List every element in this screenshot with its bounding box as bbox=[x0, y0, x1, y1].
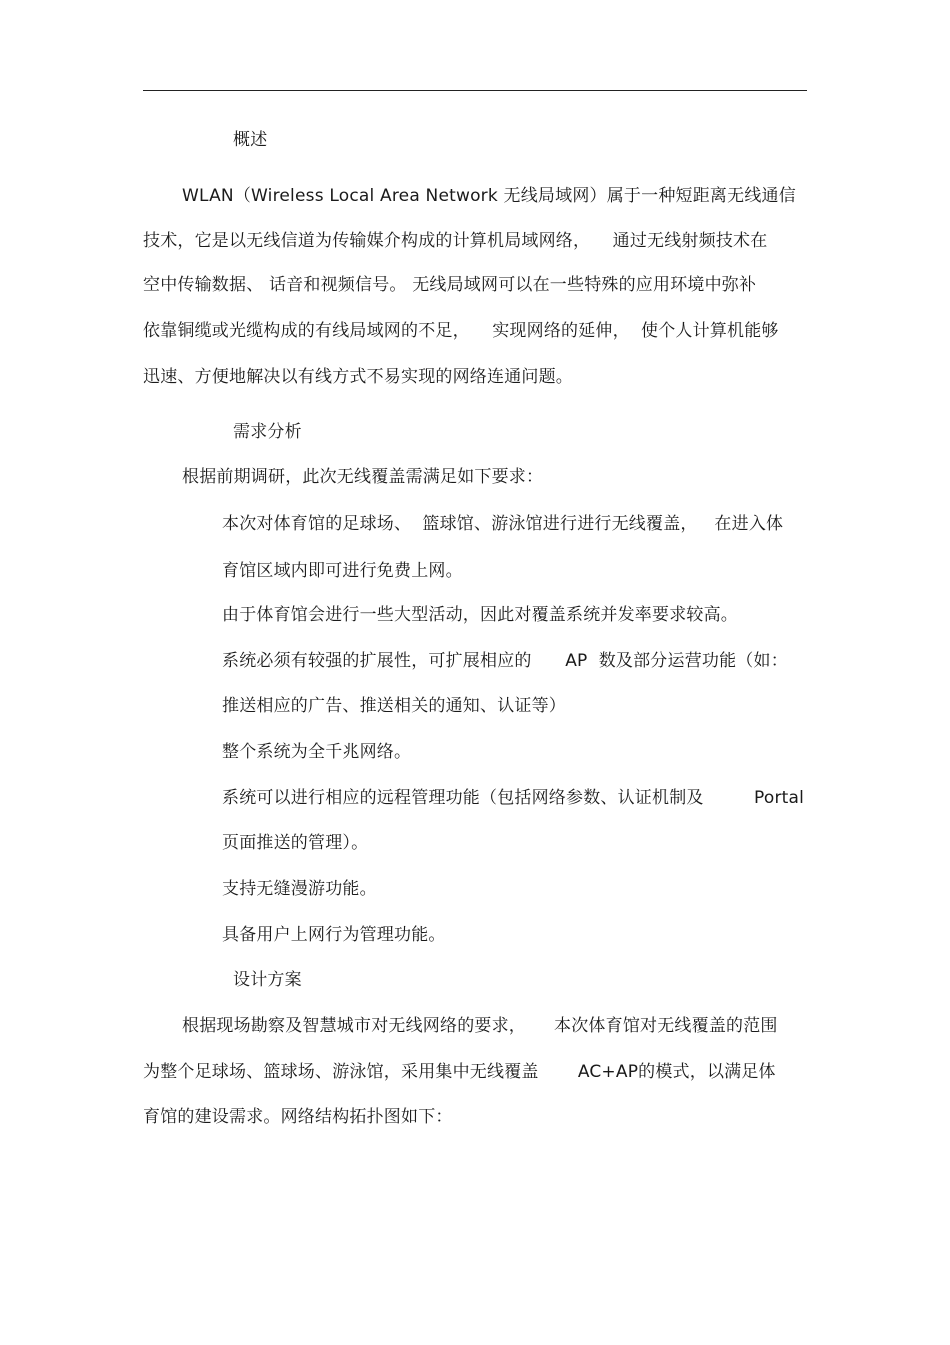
requirement-item-line-8: 页面推送的管理）。 bbox=[222, 833, 369, 853]
requirement-item-line-5: 推送相应的广告、推送相关的通知、认证等） bbox=[222, 696, 566, 716]
requirement-item-line-9: 支持无缝漫游功能。 bbox=[222, 879, 377, 899]
design-line-1: 根据现场勘察及智慧城市对无线网络的要求， 本次体育馆对无线覆盖的范围 bbox=[182, 1016, 778, 1036]
requirement-item-line-10: 具备用户上网行为管理功能。 bbox=[222, 925, 446, 945]
requirement-item-line-7: 系统可以进行相应的远程管理功能（包括网络参数、认证机制及 Portal bbox=[222, 788, 805, 808]
design-line-3: 育馆的建设需求。网络结构拓扑图如下： bbox=[143, 1107, 453, 1127]
section-heading-design: 设计方案 bbox=[233, 970, 302, 990]
requirement-item-line-2: 育馆区域内即可进行免费上网。 bbox=[222, 561, 463, 581]
section-heading-requirements: 需求分析 bbox=[233, 422, 302, 442]
overview-line-1: WLAN（Wireless Local Area Network 无线局域网）属于一种短距离无线通信 bbox=[182, 186, 796, 206]
requirement-item-line-6: 整个系统为全千兆网络。 bbox=[222, 742, 412, 762]
design-line-2: 为整个足球场、篮球场、游泳馆，采用集中无线覆盖 AC+AP的模式，以满足体 bbox=[143, 1062, 776, 1082]
overview-line-2: 技术，它是以无线信道为传输媒介构成的计算机局域网络， 通过无线射频技术在 bbox=[143, 231, 768, 251]
overview-line-3: 空中传输数据、 话音和视频信号。 无线局域网可以在一些特殊的应用环境中弥补 bbox=[143, 275, 757, 295]
requirement-item-line-3: 由于体育馆会进行一些大型活动，因此对覆盖系统并发率要求较高。 bbox=[222, 605, 738, 625]
requirement-item-line-4: 系统必须有较强的扩展性，可扩展相应的 AP 数及部分运营功能（如： bbox=[222, 651, 788, 671]
overview-line-4: 依靠铜缆或光缆构成的有线局域网的不足， 实现网络的延伸， 使个人计算机能够 bbox=[143, 321, 779, 341]
section-heading-overview: 概述 bbox=[233, 130, 268, 150]
requirement-item-line-1: 本次对体育馆的足球场、 篮球馆、游泳馆进行进行无线覆盖， 在进入体 bbox=[222, 514, 784, 534]
header-rule bbox=[143, 90, 807, 91]
requirements-intro: 根据前期调研，此次无线覆盖需满足如下要求： bbox=[182, 467, 544, 487]
overview-line-5: 迅速、方便地解决以有线方式不易实现的网络连通问题。 bbox=[143, 367, 573, 387]
